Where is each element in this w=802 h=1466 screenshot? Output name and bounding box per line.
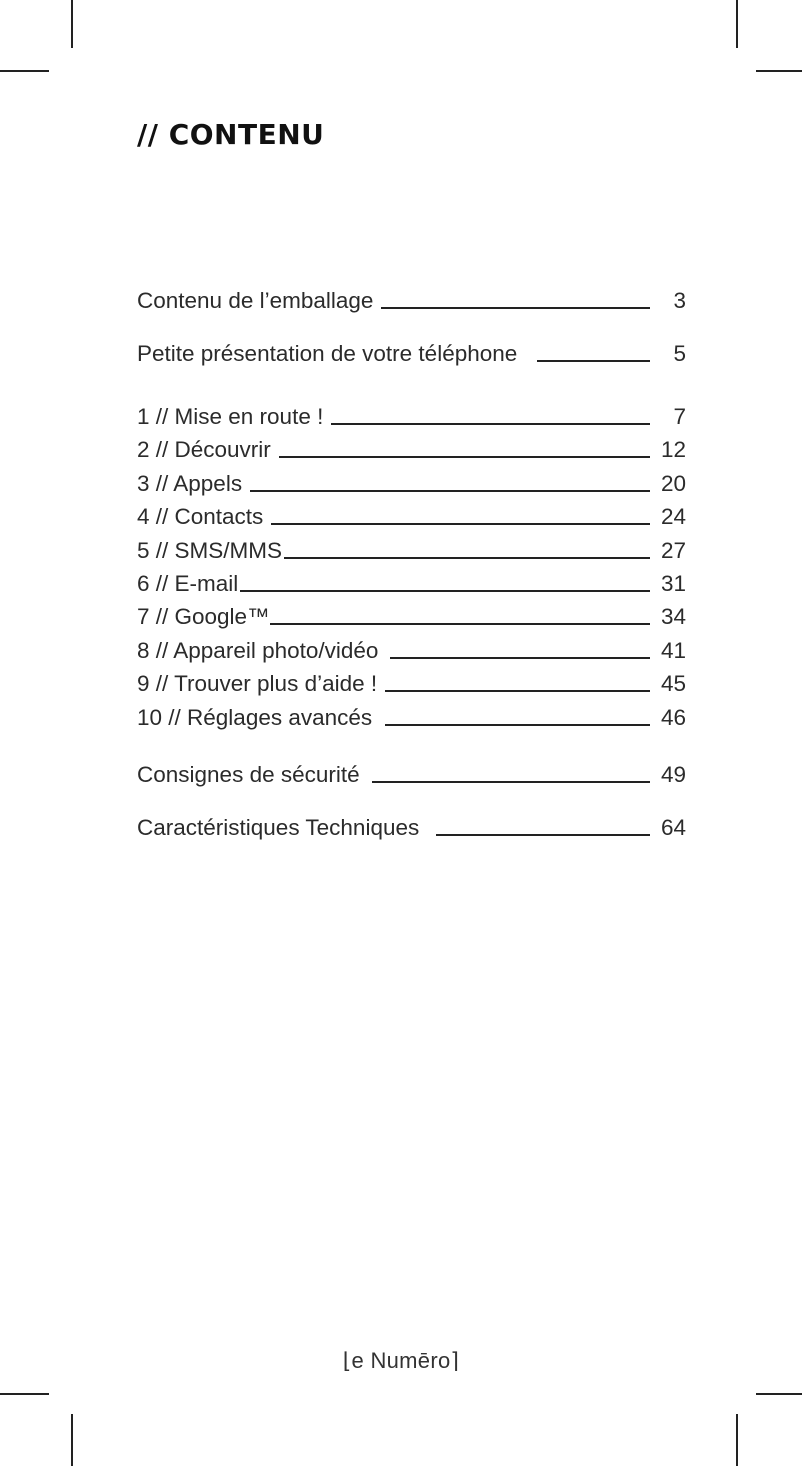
toc-entry-page: 24 [660, 503, 686, 529]
toc-entry-label: 8 // Appareil photo/vidéo [137, 637, 379, 663]
toc-entry-page: 31 [660, 570, 686, 596]
crop-mark-top-left-vertical [71, 0, 73, 48]
toc-entry-chapter-8[interactable] [137, 632, 686, 662]
toc-entry-label: 6 // E-mail [137, 570, 239, 596]
toc-entry-page: 64 [660, 814, 686, 840]
toc-leader-line [250, 490, 650, 492]
toc-entry-page: 3 [673, 287, 686, 313]
crop-mark-top-right-horizontal [756, 70, 802, 72]
toc-entry-label: Consignes de sécurité [137, 761, 360, 787]
toc-entry-phone-overview[interactable] [137, 335, 686, 365]
toc-entry-chapter-2[interactable] [137, 431, 686, 461]
toc-leader-line [240, 590, 650, 592]
toc-entry-label: 4 // Contacts [137, 503, 264, 529]
toc-entry-chapter-7[interactable] [137, 598, 686, 628]
crop-mark-top-left-horizontal [0, 70, 49, 72]
crop-mark-bottom-left-vertical [71, 1414, 73, 1466]
toc-entry-page: 7 [673, 403, 686, 429]
toc-entry-label: 10 // Réglages avancés [137, 704, 373, 730]
toc-leader-line [372, 781, 650, 783]
brand-logo: ⌊e Numēro⌉ [342, 1348, 460, 1373]
toc-entry-label: Petite présentation de votre téléphone [137, 340, 518, 366]
toc-entry-chapter-6[interactable] [137, 565, 686, 595]
toc-leader-line [270, 623, 650, 625]
toc-entry-label: 2 // Découvrir [137, 436, 271, 462]
toc-entry-packaging[interactable] [137, 282, 686, 312]
toc-entry-page: 45 [660, 670, 686, 696]
toc-leader-line [390, 657, 650, 659]
crop-mark-bottom-left-horizontal [0, 1393, 49, 1395]
toc-entry-specifications[interactable] [137, 809, 686, 839]
toc-entry-page: 12 [660, 436, 686, 462]
toc-leader-line [385, 724, 650, 726]
toc-entry-label: 1 // Mise en route ! [137, 403, 324, 429]
crop-mark-bottom-right-vertical [736, 1414, 738, 1466]
toc-leader-line [385, 690, 650, 692]
toc-entry-page: 27 [660, 537, 686, 563]
toc-entry-chapter-10[interactable] [137, 699, 686, 729]
crop-mark-bottom-right-horizontal [756, 1393, 802, 1395]
toc-entry-label: 3 // Appels [137, 470, 243, 496]
toc-entry-label: 9 // Trouver plus d’aide ! [137, 670, 378, 696]
toc-entry-label: 7 // Google™ [137, 603, 270, 629]
toc-entry-page: 49 [660, 761, 686, 787]
toc-entry-page: 34 [660, 603, 686, 629]
toc-leader-line [284, 557, 650, 559]
toc-entry-chapter-4[interactable] [137, 498, 686, 528]
toc-entry-chapter-1[interactable] [137, 398, 686, 428]
toc-leader-line [436, 834, 650, 836]
toc-entry-chapter-9[interactable] [137, 665, 686, 695]
toc-entry-page: 46 [660, 704, 686, 730]
toc-entry-page: 41 [660, 637, 686, 663]
toc-entry-page: 5 [673, 340, 686, 366]
toc-entry-chapter-3[interactable] [137, 465, 686, 495]
toc-leader-line [381, 307, 650, 309]
toc-leader-line [331, 423, 650, 425]
crop-mark-top-right-vertical [736, 0, 738, 48]
toc-entry-safety[interactable] [137, 756, 686, 786]
toc-leader-line [537, 360, 650, 362]
toc-entry-label: Contenu de l’emballage [137, 287, 374, 313]
table-of-contents [137, 0, 686, 1466]
toc-entry-label: Caractéristiques Techniques [137, 814, 420, 840]
toc-leader-line [271, 523, 650, 525]
toc-leader-line [279, 456, 650, 458]
toc-entry-page: 20 [660, 470, 686, 496]
toc-entry-label: 5 // SMS/MMS [137, 537, 283, 563]
page-title: // CONTENU [137, 118, 325, 151]
toc-entry-chapter-5[interactable] [137, 532, 686, 562]
